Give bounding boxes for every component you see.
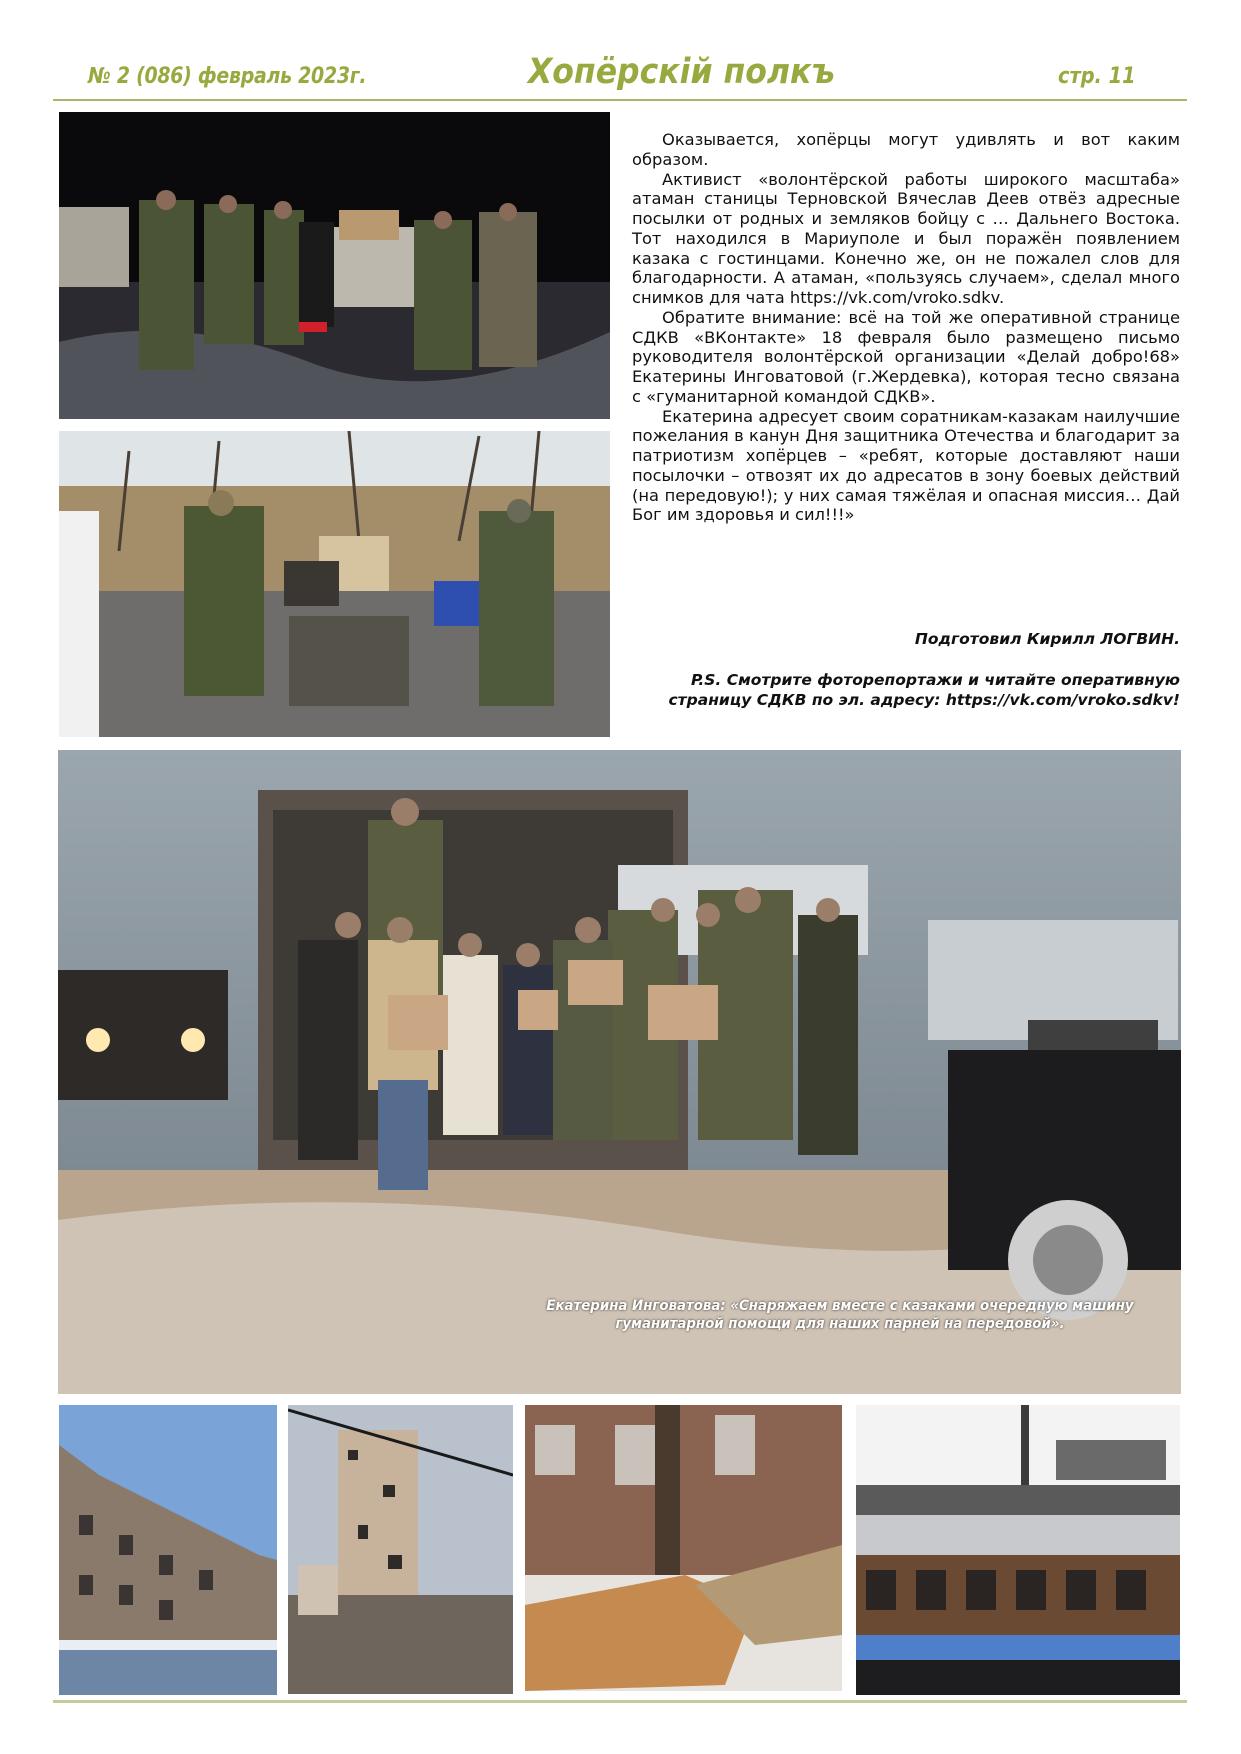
page-number: стр. 11 xyxy=(1058,64,1136,89)
photo-caption: Екатерина Инговатова: «Снаряжаем вместе с казаками очередную машину гуманитарной помощи для наших парней на передовой». xyxy=(546,1298,1134,1332)
photo-truck-group xyxy=(58,750,1181,1394)
footer-divider xyxy=(53,1700,1187,1703)
photo-day-parcels xyxy=(59,431,610,737)
author-credit: Подготовил Кирилл ЛОГВИН. xyxy=(914,630,1180,648)
photo-damaged-tower xyxy=(288,1405,513,1694)
photo-books-pile xyxy=(525,1405,842,1691)
article-body xyxy=(632,130,1180,525)
article-paragraph: Активист «волонтёрской работы широкого масштаба» атаман станицы Терновской Вячеслав Деев отвёз адресные посылки от родных и земляков бойцу с … Дальнего Востока. Тот находился в Мариуполе и был поражён появлением казака с гостинцами. Конечно же, он не пожалел слов для благодарности. А атаман, «пользуясь случаем», сделал много снимков для чата https://vk.com/vroko.sdkv. xyxy=(632,169,1180,307)
photo-ruined-building xyxy=(59,1405,277,1695)
article-paragraph: Оказывается, хопёрцы могут удивлять и вот каким образом. xyxy=(632,130,1180,169)
postscript: P.S. Смотрите фоторепортажи и читайте оперативную страницу СДКВ по эл. адресу: https://vk.com/vroko.sdkv! xyxy=(668,671,1180,709)
photo-burned-train xyxy=(856,1405,1180,1695)
newspaper-title: Хопёрскій полкъ xyxy=(528,52,836,92)
article-paragraph: Обратите внимание: всё на той же оперативной странице СДКВ «ВКонтакте» 18 февраля было размещено письмо руководителя волонтёрской организации «Делай добро!68» Екатерины Инговатовой (г.Жердевка), которая тесно связана с «гуманитарной командой СДКВ». xyxy=(632,307,1180,406)
header-divider xyxy=(53,99,1187,101)
issue-number: № 2 (086) февраль 2023г. xyxy=(88,64,367,89)
photo-night-group xyxy=(59,112,610,419)
article-paragraph: Екатерина адресует своим соратникам-казакам наилучшие пожелания в канун Дня защитника Отечества и благодарит за патриотизм хопёрцев – «ребят, которые доставляют наши посылочки – отвозят их до адресатов в зону боевых действий (на передовую!); у них самая тяжёлая и опасная миссия… Дай Бог им здоровья и сил!!!» xyxy=(632,406,1180,525)
